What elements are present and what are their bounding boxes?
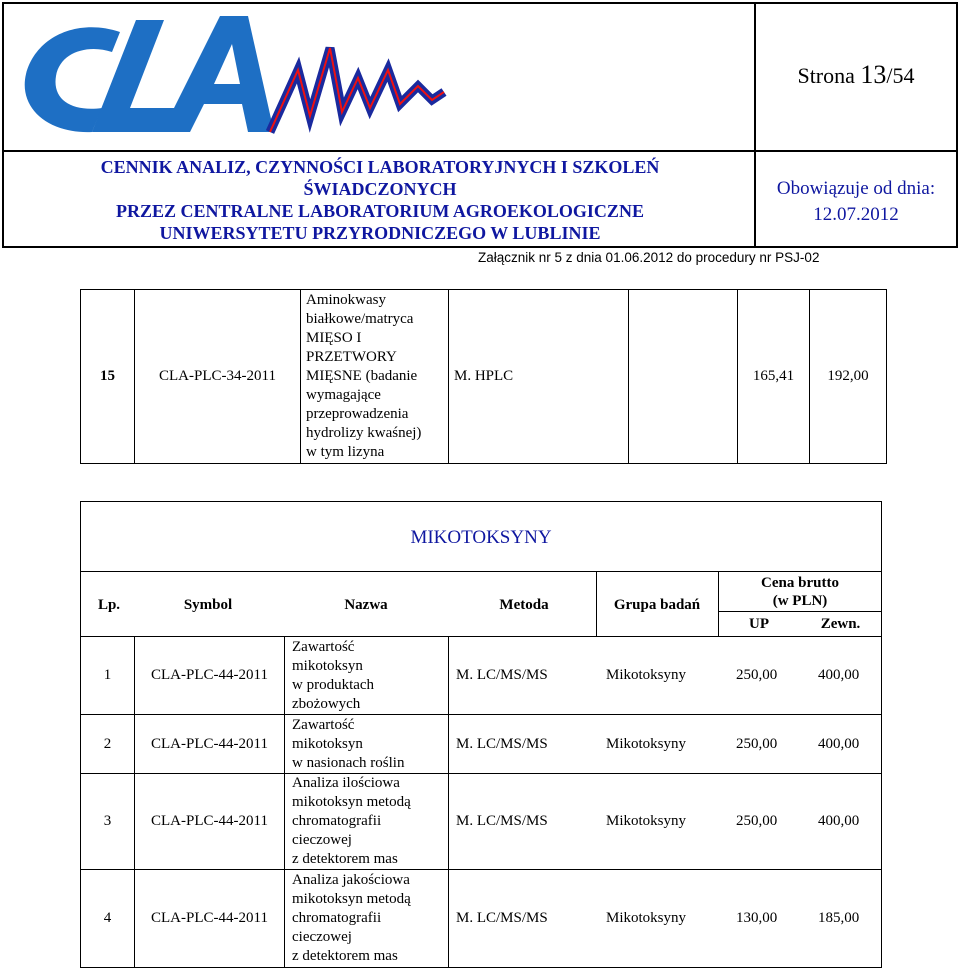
row-price-up: 250,00: [736, 667, 778, 683]
row-lp: 2: [103, 735, 112, 752]
col-price-label: Cena brutto: [761, 575, 839, 591]
row-price-up: 250,00: [736, 735, 778, 752]
row-symbol: CLA-PLC-34-2011: [159, 368, 276, 384]
row-symbol: CLA-PLC-44-2011: [151, 735, 268, 752]
row-method: M. LC/MS/MS: [456, 667, 548, 683]
row-price-zewn: 400,00: [818, 667, 860, 683]
row-symbol: CLA-PLC-44-2011: [151, 813, 268, 829]
row-name: Aminokwasy białkowe/matryca MIĘSO I PRZETWORY MIĘSNE (badanie wymagające przeprowadzenia hydrolizy kwaśnej) w tym lizyna: [306, 292, 422, 460]
section-title: MIKOTOKSYNY: [410, 527, 552, 548]
col-up: UP: [749, 615, 769, 632]
col-lp: Lp.: [97, 596, 121, 613]
row-price-zewn: 400,00: [818, 813, 860, 829]
row-group: Mikotoksyny: [606, 735, 687, 752]
valid-from-label: Obowiązuje od dnia:: [776, 178, 936, 199]
col-name: Nazwa: [344, 596, 388, 613]
logo-text: CLA: [8, 8, 10, 9]
row-price-zewn: 400,00: [818, 735, 860, 752]
title-line-2: ŚWIADCZONYCH: [303, 179, 457, 199]
row-price-up: 165,41: [752, 368, 795, 384]
document-title: [6, 156, 754, 244]
row-name: Zawartość mikotoksyn w produktach zbożowych: [292, 638, 375, 712]
row-group: Mikotoksyny: [606, 813, 687, 829]
row-group: [630, 290, 736, 463]
title-line-3: PRZEZ CENTRALNE LABORATORIUM AGROEKOLOGICZNE: [116, 201, 644, 221]
page-number: [756, 60, 956, 90]
title-line-1: CENNIK ANALIZ, CZYNNOŚCI LABORATORYJNYCH I SZKOLEŃ: [100, 157, 660, 177]
row-price-zewn: 192,00: [827, 368, 869, 384]
col-method: Metoda: [499, 596, 549, 613]
row-name: Zawartość mikotoksyn w nasionach roślin: [292, 716, 405, 771]
page-total: /54: [886, 63, 915, 88]
page-label: Strona: [797, 63, 861, 88]
row-group: Mikotoksyny: [606, 910, 687, 926]
row-lp: 1: [103, 667, 112, 683]
title-line-4: UNIWERSYTETU PRZYRODNICZEGO W LUBLINIE: [159, 223, 601, 243]
col-symbol: Symbol: [183, 596, 233, 613]
row-method: M. LC/MS/MS: [456, 910, 548, 926]
row-lp: 3: [103, 813, 112, 829]
row-method: M. HPLC: [454, 368, 514, 384]
cla-logo: [8, 8, 448, 146]
attachment-note: Załącznik nr 5 z dnia 01.06.2012 do procedury nr PSJ-02: [478, 250, 820, 265]
row-price-zewn: 185,00: [818, 910, 860, 926]
row-name: Analiza jakościowa mikotoksyn metodą chromatografii cieczowej z detektorem mas: [292, 872, 411, 964]
col-zewn: Zewn.: [820, 615, 861, 632]
row-symbol: CLA-PLC-44-2011: [151, 910, 268, 926]
row-group: Mikotoksyny: [606, 667, 687, 683]
row-price-up: 250,00: [736, 813, 778, 829]
page-current: 13: [860, 60, 887, 89]
row-method: M. LC/MS/MS: [456, 813, 548, 829]
row-lp: 4: [103, 910, 112, 926]
row-lp: 15: [100, 368, 115, 384]
row-price-up: 130,00: [736, 910, 778, 926]
col-group: Grupa badań: [613, 596, 701, 613]
valid-from-date: 12.07.2012: [813, 204, 899, 225]
col-price-unit: (w PLN): [772, 593, 828, 609]
row-method: M. LC/MS/MS: [456, 735, 548, 752]
col-price: [719, 574, 881, 610]
row-symbol: CLA-PLC-44-2011: [151, 667, 268, 683]
row-name: Analiza ilościowa mikotoksyn metodą chromatografii cieczowej z detektorem mas: [292, 775, 411, 867]
valid-from: [756, 176, 956, 228]
